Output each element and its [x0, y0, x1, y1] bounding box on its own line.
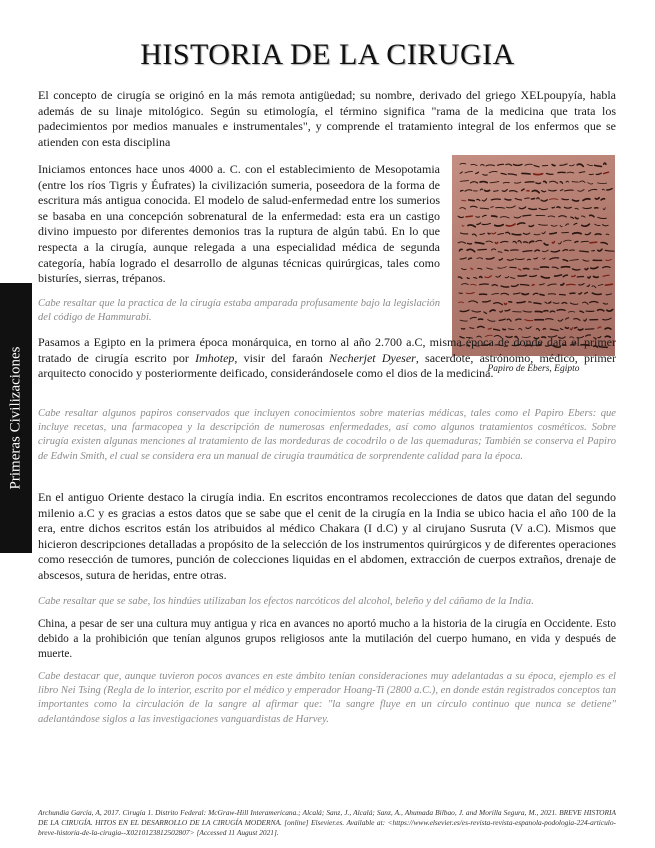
references: Archundia García, A, 2017. Cirugía 1. Distrito Federal: McGraw-Hill Interamericana.; Alcalá; Sanz, J., Alcalá; Sanz, A., Ahumada Bilbao, J. and Morilla Segura, M., 2021. BREVE HISTORIA DE LA CIRUGÍA. HITOS EN EL DESARROLLO DE LA CIRUGÍA MODERNA. [online] Elsevier.es. Available at: <https://www.elsevier.es/es-revista-revista-espanola-podologia-224-articulo-breve-historia-de-la-cirugia--X0210123812502807> [Accessed 11 August 2021]. [38, 808, 616, 837]
egypt-text-1: Pasamos a Egipto en la primera época monárquica, en torno al año 2.700 a.C, misma época de donde data el primer tratado de cirugía escrito por [38, 335, 616, 365]
section-side-tab [0, 283, 32, 553]
side-tab-label: Primeras Civilizaciones [7, 346, 24, 490]
figure-caption: Papiro de Ebers, Egipto [487, 364, 580, 374]
note-hammurabi: Cabe resaltar que la practica de la cirugía estaba amparada profusamente bajo la legislación del código de Hammurabi. [38, 298, 440, 324]
china-paragraph: China, a pesar de ser una cultura muy antigua y rica en avances no aportó mucho a la historia de la cirugía en Occidente. Esto debido a la prohibición que tenían algunos grupos religiosos ante la mutilación del cuerpo humano, en vida y después de muerte. [38, 618, 616, 660]
intro-paragraph: El concepto de cirugía se originó en la más remota antigüedad; su nombre, derivado del griego XELpoupyía, habla además de su linaje mitológico. Según su etimología, el término significa "rama de la medicina que trata los padecimientos por medios manuales e instrumentales", y comprende el tratamiento integral de los enfermos que se atienden con esta disciplina [38, 88, 616, 149]
mesopotamia-paragraph: Iniciamos entonces hace unos 4000 a. C. con el establecimiento de Mesopotamia (entre los ríos Tigris y Éufrates) la civilización sumeria, poseedora de la forma de escritura más antigua conocida. El modelo de salud-enfermedad entre los sumerios se basaba en una concepción sobrenatural de la enfermedad: esta era un castigo divino impuesto por diferentes demonios tras la ruptura de algún tabú. En lo que respecta a la cirugía, aunque relegada a una especialidad médica de segunda categoría, había logrado el desarrollo de algunas técnicas quirúrgicas, tales como bisturíes, sierras, trépanos. [38, 162, 440, 286]
note-papyrus: Cabe resaltar algunos papiros conservados que incluyen conocimientos sobre materias médicas, tales como el Papiro Ebers: que incluye recetas, una farmacopea y la descripción de numerosas enfermedades, así como algunos tratamientos cosméticos. Sobre cirugía existen algunas menciones al tratamiento de las mordeduras de cocodrilo o de las quemaduras; También se conserva el Papiro de Edwin Smith, el cual se considera era un manual de cirugía traumática de sorprendente calidad para la época. [38, 408, 616, 462]
note-india: Cabe resaltar que se sabe, los hindúes utilizaban los efectos narcóticos del alcohol, beleño y del cáñamo de la India. [38, 596, 534, 607]
india-paragraph: En el antiguo Oriente destaco la cirugía india. En escritos encontramos recolecciones de datos que datan del segundo milenio a.C y es gracias a estos datos que se sabe que el cenit de la cirugía en la India se ubico hacia el año 100 de la era, entre dichos escritos están los atribuidos al médico Chakara (I d.C) y al cirujano Susruta (V a.C). Mismos que hicieron descripciones detalladas a propósito de la selección de los instrumentos quirúrgicos y de diferentes operaciones como resección de tumores, punción de colecciones liquidas en el abdomen, extracción de cuerpos extraños, drenaje de abscesos, sutura de heridas, entre otras. [38, 490, 616, 582]
imhotep-name: Imhotep [195, 350, 235, 365]
page-title: HISTORIA DE LA CIRUGIA [140, 38, 515, 71]
necherjet-name: Necherjet Dyeser [328, 350, 416, 365]
egypt-text-3: , sacerdote, astrónomo, médico, primer arquitecto conocido y posteriormente deificado, considerándosele como el dios de la medicina. [38, 350, 616, 381]
egypt-paragraph [38, 335, 616, 382]
egypt-text-2: , visir del faraón [234, 350, 329, 365]
note-china: Cabe destacar que, aunque tuvieron pocos avances en este ámbito tenían consideraciones muy adelantadas a su época, ejemplo es el libro Nei Tsing (Regla de lo interior, escrito por el médico y emperador Hoang-Ti (2800 a.C.), en donde están registrados conceptos tan importantes como la circulación de la sangre al afirmar que: "la sangre fluye en un círculo continuo que nunca se detiene" adelantándose siglos a las investigaciones vanguardistas de Harvey. [38, 671, 616, 725]
papyrus-ebers-image [452, 155, 615, 356]
